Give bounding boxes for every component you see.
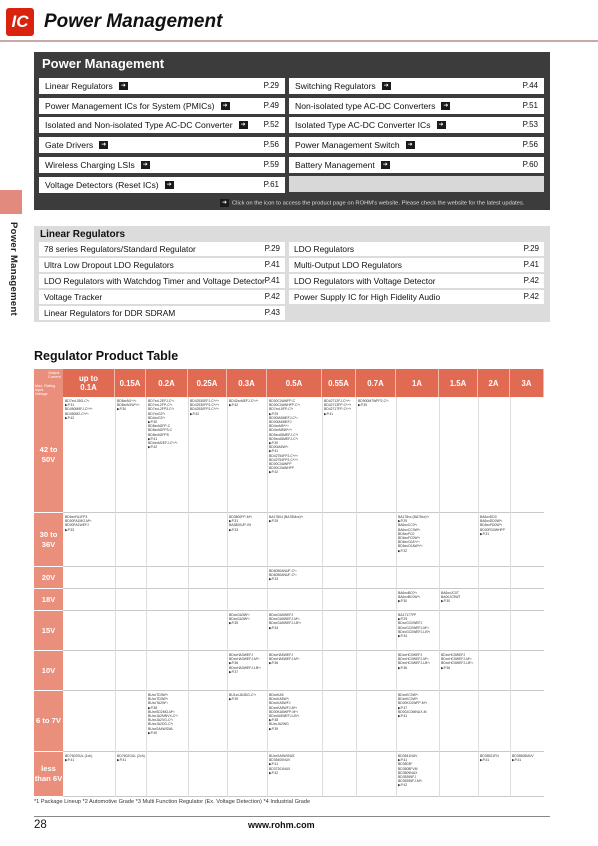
pm-item-label: Voltage Detectors (Reset ICs)	[45, 179, 159, 190]
row-header: 18V	[34, 589, 63, 611]
external-link-icon[interactable]: ➜	[438, 122, 444, 129]
pm-item-link[interactable]	[289, 98, 544, 114]
product-cell[interactable]: BD42xxMEFJ-C*²*³ ▶P.42	[229, 399, 259, 408]
external-link-icon[interactable]: ➜	[240, 122, 246, 129]
product-cell[interactable]: BD6050ANUF-C*² BD6050ANUF-C*² ▶P.33	[269, 569, 297, 582]
section-side-label: Power Management	[8, 222, 19, 317]
pm-item-link[interactable]	[39, 98, 285, 114]
column-header: 0.2A	[146, 369, 188, 397]
lr-item-page: P.41	[523, 260, 539, 269]
product-cell[interactable]: BDxxHC0WEFJ BDxxHC0WEFJ-M*² BDxxHC0WEFJ-LB*² ▶P.36	[398, 653, 430, 670]
pm-item-page: P.56	[263, 140, 279, 150]
external-link-icon[interactable]: ➜	[382, 161, 388, 168]
pm-item-label: Isolated Type AC-DC Converter ICs	[295, 120, 431, 131]
product-cell[interactable]: BA6xxBC0*² BA6xxBC0W*² ▶P.30	[398, 591, 421, 604]
lr-item-page: P.29	[264, 244, 280, 253]
row-header: 42 to 50V	[34, 397, 63, 513]
product-cell[interactable]: BDxxHA3WEFJ BDxxHA3WEFJ-M*² ▶P.36 BDxxHA3WEFJ-LB*² ▶P.37	[229, 653, 261, 674]
product-cell[interactable]: BD42530EFJ-C*²*³ BD42530FP2-C*²*³ BD42530FPJ-C*²*³ ▶P.42	[190, 399, 219, 416]
external-link-icon[interactable]: ➜	[120, 83, 126, 89]
pm-item-page: P.61	[263, 179, 279, 189]
row-header: 30 to 36V	[34, 513, 63, 567]
pm-item-label: Wireless Charging LSIs	[45, 159, 135, 170]
lr-item-label: Ultra Low Dropout LDO Regulators	[44, 260, 174, 270]
row-header: 15V	[34, 611, 63, 651]
row-header: less than 6V	[34, 752, 63, 797]
lr-item-page: P.29	[523, 244, 539, 253]
pm-panel-title: Power Management	[42, 56, 165, 71]
pm-item-label: Non-isolated type AC-DC Converters	[295, 100, 436, 111]
product-cell[interactable]: BA6xxJC0T BA00JC5WT ▶P.30	[441, 591, 461, 604]
lr-item-link[interactable]	[39, 274, 285, 288]
column-header: 0.5A	[267, 369, 322, 397]
product-cell[interactable]: BD35508MUV ▶P.41	[512, 754, 534, 763]
product-cell[interactable]: BD6xxFA1FP3 BD00FA1MG-M*² BD00FA1WEFJ ▶P.33	[65, 515, 92, 532]
pm-item-label: Isolated and Non-isolated Type AC-DC Converter	[45, 120, 233, 131]
lr-item-label: 78 series Regulators/Standard Regulator	[44, 244, 196, 254]
column-header: 1A	[396, 369, 439, 397]
pm-item-label: Linear Regulators	[45, 81, 113, 91]
lr-item-page: P.41	[264, 276, 280, 285]
product-cell[interactable]: BDxxHC5WEFJ BDxxHC5WEFJ-M*² BDxxHC5WEFJ-LB*² ▶P.36	[441, 653, 473, 670]
ic-logo: IC	[6, 8, 34, 36]
lr-item-label: Voltage Tracker	[44, 292, 103, 302]
footer-url[interactable]: www.rohm.com	[248, 820, 315, 830]
pm-item-link[interactable]	[39, 157, 285, 173]
row-header: 20V	[34, 567, 63, 589]
column-header: 0.55A	[322, 369, 356, 397]
external-link-icon[interactable]: ➜	[101, 142, 107, 149]
lr-item-page: P.42	[264, 292, 280, 301]
product-cell[interactable]: BDxxGA3W*² BDxxGA3W*² ▶P.35	[229, 613, 250, 626]
corner-output-current: Output Current	[48, 371, 61, 379]
product-cell[interactable]: BD3541NUV ▶P.41 BD3503F BD3508FVM BD3509NUX BD35395FJ BD35395FJ-M*² ▶P.42	[398, 754, 423, 788]
product-cell[interactable]: BUxxSA5WGWZ BD35400NUV ▶P.41 BD37201NUX ▶P.42	[269, 754, 295, 775]
external-link-icon[interactable]: ➜	[443, 102, 449, 109]
row-header: 10V	[34, 651, 63, 691]
column-header: 1.5A	[439, 369, 478, 397]
column-header: 0.15A	[115, 369, 146, 397]
lr-item-link[interactable]	[39, 306, 285, 320]
pm-item-page: P.51	[522, 100, 538, 110]
pm-empty-slot	[289, 176, 544, 192]
page-title: Power Management	[44, 11, 223, 32]
external-link-icon[interactable]: ➜	[383, 83, 389, 89]
external-link-icon: ➜	[221, 200, 228, 206]
header-divider	[0, 40, 598, 42]
pm-item-page: P.29	[263, 81, 279, 90]
product-cell[interactable]: BD00C0AWFP-C BD00C0AWHFP-C*² BD7xxL5FP-C*² ▶P.29 BD00IA5MEFJ-C*² BD00IA5MEFJ BD4xxM5*²*³ BD4xxM5W*²*³ BD9xxA5MEFJ-C*² BD9xxA5MEFJ-C*² ▶P.30 BD00IA5W*² ▶P.41 BD42754FPJ-C*²*³ BD42754FP2-C*²*³ BD00C0AWFP BD00C0AWHFP ▶P.42	[269, 399, 300, 475]
product-cell[interactable]: BD7602GUL (2ch) ▶P.41	[117, 754, 145, 763]
column-divider	[322, 397, 323, 797]
product-cell[interactable]: BD3800FP-M*² ▶P.31 BA3800UP-V5 ▶P.33	[229, 515, 252, 532]
pm-item-page: P.60	[522, 159, 538, 169]
product-cell[interactable]: BA17804 (BA78Mxx)*² ▶P.29	[269, 515, 304, 524]
product-cell[interactable]: BA17177FP ▶P.29 BDxxGC0WEFJ BDxxGC0WEFJ-M*² BDxxGC0WEFJ-LB*² ▶P.34	[398, 613, 431, 639]
product-cell[interactable]: BDxxKC0W*¹ BDxxKC0W*¹ BD00KC0WFP-M*² ▶P.37 BD00JC0MNUX-M ▶P.41	[398, 693, 428, 719]
lr-empty-slot	[289, 306, 544, 320]
pm-item-link[interactable]	[39, 177, 285, 193]
lr-item-page: P.42	[523, 292, 539, 301]
product-cell[interactable]: BDxxGA5WEFJ BDxxGA5WEFJ-M*² BDxxGA5WEFJ-LB*² ▶P.34	[269, 613, 301, 630]
lr-item-link[interactable]	[289, 258, 544, 272]
product-cell[interactable]: BD7xxL05G-C*² ▶P.31 BD450M5FJ-C*²*³ BD450M2-C*²*³ ▶P.42	[65, 399, 93, 420]
column-header: 2A	[478, 369, 510, 397]
external-link-icon[interactable]: ➜	[142, 161, 148, 168]
pm-item-link[interactable]	[39, 137, 285, 153]
lr-item-link[interactable]	[39, 290, 285, 304]
pm-item-label: Power Management ICs for System (PMICs)	[45, 100, 215, 111]
lr-item-label: Power Supply IC for High Fidelity Audio	[294, 292, 441, 302]
column-divider	[115, 397, 116, 797]
product-cell[interactable]: BA178xx (BA78xx)*² ▶P.29 BA6xxCC0*² BA6xxCC0W*² BD6xxFC0 BD6xxFC0W*² BD6xxC0A*²*³ BD6xxC0AW*²*³ ▶P.32	[398, 515, 429, 553]
lr-item-link[interactable]	[39, 258, 285, 272]
column-header: 0.3A	[227, 369, 267, 397]
external-link-icon[interactable]: ➜	[407, 142, 413, 149]
table-corner-cell	[34, 369, 63, 397]
pm-item-link[interactable]	[289, 137, 544, 153]
column-header: 0.25A	[188, 369, 227, 397]
product-cell[interactable]: BD8xxN1*¹*² BD8xxN1W*¹*² ▶P.30	[117, 399, 140, 412]
column-header: up to 0.1A	[63, 369, 115, 397]
lr-item-link[interactable]	[289, 290, 544, 304]
pm-item-page: P.53	[522, 120, 538, 130]
lr-panel-title: Linear Regulators	[40, 229, 126, 240]
pm-item-link[interactable]	[289, 157, 544, 173]
product-cell[interactable]: BDxxHA5WEFJ BDxxHA5WEFJ-M*² ▶P.36	[269, 653, 300, 666]
column-header: 0.7A	[356, 369, 396, 397]
product-cell[interactable]: BDxxKA5 BDxxKA5W*¹ BDxxKA5WFJ BDxxKA5WFJ-M*² BD00KA5WFP-M*² BDxxIA5WEFJ-LB*² ▶P.38 BUxxJA2WG ▶P.39	[269, 693, 300, 731]
pm-item-page: P.59	[263, 159, 279, 169]
row-header: 6 to 7V	[34, 691, 63, 752]
pm-item-label: Battery Management	[295, 159, 375, 170]
lr-item-label: Multi-Output LDO Regulators	[294, 260, 402, 270]
lr-item-link[interactable]	[289, 242, 544, 256]
external-link-icon[interactable]: ➜	[222, 102, 228, 109]
page-number: 28	[34, 819, 47, 831]
lr-item-label: LDO Regulators with Voltage Detector	[294, 276, 436, 286]
lr-item-link[interactable]	[289, 274, 544, 288]
lr-item-label: LDO Regulators	[294, 244, 355, 254]
pm-link-note: ➜ Click on the icon to access the product page on ROHM's website. Please check the website for the latest updates.	[221, 200, 525, 207]
table-footnotes: *1 Package Lineup *2 Automotive Grade *3 Multi Function Regulator (Ex. Voltage Detection) *4 Industrial Grade	[34, 799, 311, 805]
lr-item-page: P.41	[264, 260, 280, 269]
regulator-table-title: Regulator Product Table	[34, 349, 179, 363]
pm-item-page: P.56	[522, 140, 538, 150]
pm-item-link[interactable]	[289, 117, 544, 133]
pm-item-label: Power Management Switch	[295, 140, 400, 151]
lr-item-label: Linear Regulators for DDR SDRAM	[44, 308, 176, 318]
product-cell[interactable]: BU1xxJA3DG-C*² ▶P.39	[229, 693, 256, 702]
product-cell[interactable]: BUxxTD3W*¹ BUxxTD3W*¹ BUxxTA2W*¹ ▶P.38 BUxxSD2MG-M*² BUxxJA2MNVX-C*² BUxxJA2VG-C*² BUxxJA2DG-C*² BUxxSA4WGWL ▶P.40	[148, 693, 178, 735]
pm-item-link[interactable]	[39, 117, 285, 133]
product-cell[interactable]: BA6xxDD0 BA6xxDD0W*² BD6xxFD0W*² BD00FD0WHFP ▶P.31	[480, 515, 505, 536]
product-cell[interactable]: BD35521FN ▶P.41	[480, 754, 499, 763]
pm-item-page: P.49	[263, 100, 279, 110]
lr-item-page: P.43	[264, 308, 280, 317]
pm-item-link[interactable]	[39, 78, 285, 94]
pm-item-label: Gate Drivers	[45, 140, 94, 151]
lr-item-page: P.42	[523, 276, 539, 285]
product-cell[interactable]: BD42712FJ-C*²*³ BD42713FP-C*²*³ BD42717FP-C*²*³ ▶P.41	[324, 399, 351, 416]
external-link-icon[interactable]: ➜	[166, 181, 172, 188]
pm-item-label: Switching Regulators	[295, 81, 376, 91]
column-divider	[510, 397, 511, 797]
product-cell[interactable]: BD900M7WFP2-C*² ▶P.30	[358, 399, 389, 408]
product-cell[interactable]: BD7xxL2EFJ-C*² BD7xxL2FP-C*² BD7xxL2FP3-C*² BD7xxG2*² BD4xxG2*² ▶P.30 BD8xxN2FP-C BD8xxN2FP3-C BD8xxN2FPS ▶P.41 BD4xxM2EFJ-C*²*³ ▶P.42	[148, 399, 178, 450]
page-header	[0, 0, 598, 44]
pm-item-link[interactable]	[289, 78, 544, 94]
column-header: 3A	[510, 369, 544, 397]
product-cell[interactable]: BD7602SUL (1ch) ▶P.41	[65, 754, 93, 763]
lr-item-link[interactable]	[39, 242, 285, 256]
footer-divider	[34, 816, 550, 817]
corner-input-voltage: Max. Rating Input Voltage	[35, 384, 56, 396]
section-tab-marker	[0, 190, 22, 214]
pm-item-page: P.52	[263, 120, 279, 130]
pm-item-page: P.44	[522, 81, 538, 90]
lr-item-label: LDO Regulators with Watchdog Timer and Voltage Detector	[44, 276, 265, 286]
